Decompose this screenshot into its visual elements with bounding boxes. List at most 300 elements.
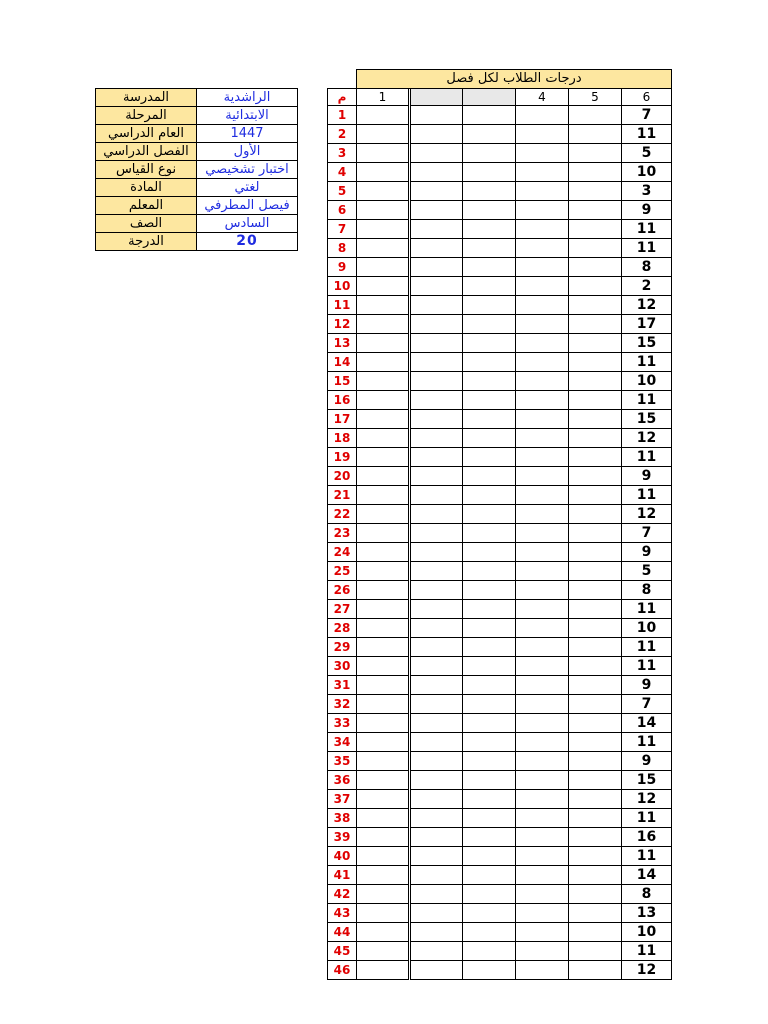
grade-cell[interactable] [516,581,569,600]
grade-cell[interactable] [516,182,569,201]
grade-cell[interactable]: 11 [622,942,672,961]
grade-cell[interactable]: 10 [622,619,672,638]
grade-cell[interactable] [463,676,516,695]
grade-cell[interactable] [463,733,516,752]
grade-cell[interactable] [357,942,410,961]
grade-cell[interactable] [357,733,410,752]
grade-cell[interactable] [569,106,622,125]
grade-cell[interactable] [410,581,463,600]
grade-cell[interactable]: 11 [622,486,672,505]
grade-cell[interactable] [516,258,569,277]
grade-cell[interactable] [463,771,516,790]
grade-cell[interactable]: 11 [622,638,672,657]
grade-cell[interactable]: 11 [622,353,672,372]
grade-cell[interactable] [516,923,569,942]
grade-cell[interactable] [463,790,516,809]
grade-cell[interactable] [569,904,622,923]
info-value-cell[interactable]: 1447 [197,125,298,143]
grade-cell[interactable] [463,619,516,638]
grade-cell[interactable] [569,562,622,581]
grade-cell[interactable] [569,277,622,296]
grade-cell[interactable] [569,258,622,277]
grade-cell[interactable] [516,885,569,904]
grade-cell[interactable] [357,638,410,657]
grade-cell[interactable]: 10 [622,163,672,182]
grade-cell[interactable]: 9 [622,467,672,486]
grade-cell[interactable] [410,429,463,448]
grade-cell[interactable] [569,448,622,467]
grade-cell[interactable] [357,372,410,391]
column-header-cell[interactable]: 6 [622,89,672,106]
grade-cell[interactable] [357,695,410,714]
grade-cell[interactable]: 8 [622,258,672,277]
grade-cell[interactable] [410,847,463,866]
grade-cell[interactable] [463,296,516,315]
grade-cell[interactable]: 12 [622,790,672,809]
grade-cell[interactable]: 11 [622,847,672,866]
grade-cell[interactable] [410,353,463,372]
grade-cell[interactable]: 15 [622,771,672,790]
grade-cell[interactable]: 7 [622,695,672,714]
grade-cell[interactable] [516,733,569,752]
grade-cell[interactable] [463,904,516,923]
grade-cell[interactable] [357,106,410,125]
column-header-cell[interactable] [410,89,463,106]
row-index-cell: 44 [328,923,357,942]
grade-cell[interactable] [410,144,463,163]
grade-cell[interactable] [569,144,622,163]
grade-cell[interactable] [516,372,569,391]
grade-cell[interactable]: 11 [622,391,672,410]
grade-cell[interactable] [357,410,410,429]
grade-cell[interactable] [357,790,410,809]
grade-cell[interactable] [410,961,463,980]
info-value-cell[interactable]: اختبار تشخيصي [197,161,298,179]
grade-cell[interactable] [357,201,410,220]
grade-cell[interactable] [569,239,622,258]
grade-cell[interactable] [516,201,569,220]
grade-cell[interactable] [569,125,622,144]
grade-cell[interactable] [569,771,622,790]
grade-cell[interactable] [569,182,622,201]
grade-cell[interactable] [463,505,516,524]
grade-cell[interactable] [463,353,516,372]
grade-cell[interactable] [463,391,516,410]
grade-cell[interactable] [569,334,622,353]
grade-cell[interactable] [516,942,569,961]
grade-cell[interactable] [463,752,516,771]
grade-cell[interactable] [410,296,463,315]
grade-cell[interactable] [569,657,622,676]
grade-cell[interactable] [516,619,569,638]
grade-cell[interactable] [569,828,622,847]
grade-cell[interactable] [410,923,463,942]
grade-cell[interactable] [463,277,516,296]
grade-cell[interactable] [569,923,622,942]
grade-cell[interactable] [463,695,516,714]
grade-cell[interactable] [569,847,622,866]
grade-cell[interactable] [516,847,569,866]
grade-cell[interactable]: 12 [622,961,672,980]
grade-cell[interactable] [516,353,569,372]
grade-cell[interactable] [410,714,463,733]
info-value-cell[interactable]: الابتدائية [197,107,298,125]
grade-cell[interactable] [463,638,516,657]
grade-cell[interactable] [569,638,622,657]
grade-cell[interactable] [569,220,622,239]
grade-cell[interactable] [357,828,410,847]
grade-cell[interactable] [463,372,516,391]
grade-cell[interactable] [463,600,516,619]
grade-cell[interactable]: 15 [622,410,672,429]
grade-cell[interactable] [516,448,569,467]
grade-cell[interactable] [516,771,569,790]
grade-cell[interactable] [410,258,463,277]
grade-cell[interactable] [463,125,516,144]
column-header-cell[interactable] [463,89,516,106]
grade-cell[interactable] [569,581,622,600]
grade-cell[interactable] [463,144,516,163]
grade-cell[interactable] [357,809,410,828]
grade-cell[interactable]: 5 [622,144,672,163]
grade-cell[interactable] [569,866,622,885]
grade-cell[interactable] [516,125,569,144]
grade-cell[interactable] [463,201,516,220]
grade-cell[interactable] [463,486,516,505]
grade-cell[interactable]: 14 [622,714,672,733]
grade-cell[interactable] [410,866,463,885]
grade-cell[interactable] [516,163,569,182]
grade-cell[interactable]: 11 [622,239,672,258]
grade-cell[interactable] [357,543,410,562]
grade-cell[interactable]: 10 [622,372,672,391]
grade-cell[interactable] [569,486,622,505]
grade-cell[interactable] [410,372,463,391]
grade-cell[interactable] [410,638,463,657]
grade-cell[interactable] [516,714,569,733]
grade-cell[interactable] [357,144,410,163]
grade-cell[interactable] [516,866,569,885]
row-index-cell: 20 [328,467,357,486]
info-value-cell[interactable]: 20 [197,233,298,251]
column-header-cell[interactable]: 4 [516,89,569,106]
grade-cell[interactable] [357,391,410,410]
grade-cell[interactable] [516,486,569,505]
grade-cell[interactable] [410,220,463,239]
grade-cell[interactable] [516,467,569,486]
grade-cell[interactable] [357,448,410,467]
grade-cell[interactable] [410,125,463,144]
grade-cell[interactable] [516,828,569,847]
grade-cell[interactable] [463,163,516,182]
grade-cell[interactable]: 12 [622,505,672,524]
info-value-cell[interactable]: السادس [197,215,298,233]
grade-cell[interactable] [357,600,410,619]
grade-cell[interactable] [463,657,516,676]
grade-cell[interactable] [357,277,410,296]
grade-cell[interactable]: 12 [622,429,672,448]
grade-cell[interactable] [410,942,463,961]
grade-cell[interactable] [516,676,569,695]
grade-cell[interactable] [463,448,516,467]
grade-cell[interactable] [569,600,622,619]
grade-cell[interactable] [569,505,622,524]
grade-cell[interactable] [569,543,622,562]
grade-cell[interactable] [410,657,463,676]
grade-cell[interactable] [357,562,410,581]
grade-cell[interactable] [357,866,410,885]
row-index-cell: 30 [328,657,357,676]
grade-cell[interactable]: 9 [622,676,672,695]
grade-cell[interactable] [463,942,516,961]
column-header-cell[interactable]: 1 [357,89,410,106]
grade-cell[interactable] [410,562,463,581]
grade-cell[interactable] [516,657,569,676]
grade-cell[interactable] [463,334,516,353]
grade-cell[interactable] [463,923,516,942]
grade-cell[interactable] [357,581,410,600]
grade-cell[interactable] [357,239,410,258]
table-row [328,923,672,942]
grade-cell[interactable] [410,239,463,258]
grade-cell[interactable]: 17 [622,315,672,334]
grade-cell[interactable] [410,505,463,524]
grade-cell[interactable] [410,467,463,486]
grade-cell[interactable] [463,220,516,239]
grade-cell[interactable] [569,885,622,904]
grade-cell[interactable] [410,809,463,828]
grade-cell[interactable] [569,752,622,771]
grade-cell[interactable] [463,961,516,980]
grade-cell[interactable] [357,467,410,486]
info-value-cell[interactable]: لغتي [197,179,298,197]
grade-cell[interactable]: 15 [622,334,672,353]
grade-cell[interactable] [410,334,463,353]
grade-cell[interactable] [410,771,463,790]
grade-cell[interactable]: 9 [622,752,672,771]
grade-cell[interactable]: 13 [622,904,672,923]
grade-cell[interactable] [357,524,410,543]
grade-cell[interactable]: 8 [622,885,672,904]
grade-cell[interactable] [463,315,516,334]
grade-cell[interactable] [357,885,410,904]
grade-cell[interactable]: 11 [622,733,672,752]
grade-cell[interactable] [569,809,622,828]
grade-cell[interactable] [569,790,622,809]
grade-cell[interactable] [357,182,410,201]
grade-cell[interactable] [516,277,569,296]
grade-cell[interactable] [357,657,410,676]
grade-cell[interactable] [357,486,410,505]
grade-cell[interactable] [516,543,569,562]
grade-cell[interactable]: 3 [622,182,672,201]
grade-cell[interactable] [569,619,622,638]
grade-cell[interactable] [516,752,569,771]
grade-cell[interactable] [569,163,622,182]
grade-cell[interactable] [463,429,516,448]
info-value-cell[interactable]: الأول [197,143,298,161]
grade-cell[interactable] [569,315,622,334]
grade-cell[interactable] [569,201,622,220]
grade-cell[interactable] [569,733,622,752]
grade-cell[interactable] [463,239,516,258]
grade-cell[interactable] [410,543,463,562]
grade-cell[interactable] [410,391,463,410]
grade-cell[interactable] [357,315,410,334]
grade-cell[interactable] [410,163,463,182]
grade-cell[interactable] [516,695,569,714]
grade-cell[interactable] [516,600,569,619]
grade-cell[interactable] [357,771,410,790]
grade-cell[interactable] [463,809,516,828]
grade-cell[interactable]: 2 [622,277,672,296]
grade-cell[interactable] [410,410,463,429]
grade-cell[interactable]: 11 [622,125,672,144]
grade-cell[interactable] [410,619,463,638]
grade-cell[interactable] [357,505,410,524]
grade-cell[interactable]: 16 [622,828,672,847]
grade-cell[interactable] [516,524,569,543]
grade-cell[interactable] [516,790,569,809]
grade-cell[interactable] [569,676,622,695]
info-value-cell[interactable]: فيصل المطرفي [197,197,298,215]
grade-cell[interactable]: 7 [622,524,672,543]
grade-cell[interactable] [569,410,622,429]
grade-cell[interactable] [516,239,569,258]
grade-cell[interactable] [516,809,569,828]
grade-cell[interactable] [569,353,622,372]
grade-cell[interactable] [463,562,516,581]
grade-cell[interactable]: 8 [622,581,672,600]
grade-cell[interactable] [357,904,410,923]
grade-cell[interactable] [410,448,463,467]
grade-cell[interactable] [463,543,516,562]
grade-cell[interactable]: 11 [622,809,672,828]
grade-cell[interactable] [410,790,463,809]
grade-cell[interactable] [357,923,410,942]
grade-cell[interactable] [463,866,516,885]
grade-cell[interactable] [410,676,463,695]
grade-cell[interactable] [516,296,569,315]
grade-cell[interactable] [463,258,516,277]
grade-cell[interactable] [569,429,622,448]
grade-cell[interactable] [357,619,410,638]
grade-cell[interactable] [357,125,410,144]
grade-cell[interactable] [516,334,569,353]
grade-cell[interactable] [516,391,569,410]
grade-cell[interactable] [357,296,410,315]
grade-cell[interactable] [569,524,622,543]
grade-cell[interactable] [516,904,569,923]
grade-cell[interactable] [463,182,516,201]
grade-cell[interactable] [410,600,463,619]
grade-cell[interactable] [516,429,569,448]
grade-cell[interactable] [569,372,622,391]
grade-cell[interactable]: 11 [622,220,672,239]
grade-cell[interactable] [463,847,516,866]
grade-cell[interactable] [516,315,569,334]
grade-cell[interactable] [357,714,410,733]
grade-cell[interactable]: 9 [622,543,672,562]
grade-cell[interactable] [410,885,463,904]
row-index-cell: 18 [328,429,357,448]
row-index-cell: 40 [328,847,357,866]
grade-cell[interactable] [516,106,569,125]
grade-cell[interactable] [410,695,463,714]
grade-cell[interactable] [569,467,622,486]
grade-cell[interactable] [463,581,516,600]
grade-cell[interactable] [569,391,622,410]
grade-cell[interactable]: 10 [622,923,672,942]
grade-cell[interactable] [516,144,569,163]
grade-cell[interactable]: 9 [622,201,672,220]
grade-cell[interactable] [357,258,410,277]
grade-cell[interactable] [516,410,569,429]
grade-cell[interactable] [516,961,569,980]
grade-cell[interactable]: 11 [622,448,672,467]
grade-cell[interactable] [463,467,516,486]
grade-cell[interactable]: 11 [622,657,672,676]
grade-cell[interactable] [569,296,622,315]
grade-cell[interactable] [463,106,516,125]
grade-cell[interactable] [463,714,516,733]
grade-cell[interactable] [357,163,410,182]
info-value-cell[interactable]: الراشدية [197,89,298,107]
table-row [328,847,672,866]
grade-cell[interactable]: 5 [622,562,672,581]
grade-cell[interactable] [516,562,569,581]
grade-cell[interactable] [516,220,569,239]
grade-cell[interactable] [463,410,516,429]
grade-cell[interactable] [410,828,463,847]
grade-cell[interactable]: 12 [622,296,672,315]
grade-cell[interactable] [410,201,463,220]
grade-cell[interactable] [410,315,463,334]
grade-cell[interactable] [357,961,410,980]
grade-cell[interactable] [410,277,463,296]
grade-cell[interactable] [410,904,463,923]
table-row [328,904,672,923]
grade-cell[interactable] [569,695,622,714]
grade-cell[interactable] [357,334,410,353]
grade-cell[interactable] [410,524,463,543]
grade-cell[interactable] [410,182,463,201]
grade-cell[interactable] [410,752,463,771]
grade-cell[interactable] [357,429,410,448]
grade-cell[interactable] [569,714,622,733]
grade-cell[interactable] [463,885,516,904]
grade-cell[interactable] [410,733,463,752]
grade-cell[interactable] [357,676,410,695]
grade-cell[interactable] [463,828,516,847]
grade-cell[interactable] [569,942,622,961]
grade-cell[interactable] [569,961,622,980]
grade-cell[interactable] [410,486,463,505]
grade-cell[interactable] [357,847,410,866]
row-index-cell: 36 [328,771,357,790]
grade-cell[interactable] [357,220,410,239]
grade-cell[interactable] [357,353,410,372]
column-header-cell[interactable]: 5 [569,89,622,106]
grade-cell[interactable] [516,505,569,524]
grade-cell[interactable]: 14 [622,866,672,885]
grade-cell[interactable] [410,106,463,125]
grade-cell[interactable] [516,638,569,657]
grade-cell[interactable]: 11 [622,600,672,619]
grade-cell[interactable]: 7 [622,106,672,125]
grade-cell[interactable] [463,524,516,543]
grade-cell[interactable] [357,752,410,771]
